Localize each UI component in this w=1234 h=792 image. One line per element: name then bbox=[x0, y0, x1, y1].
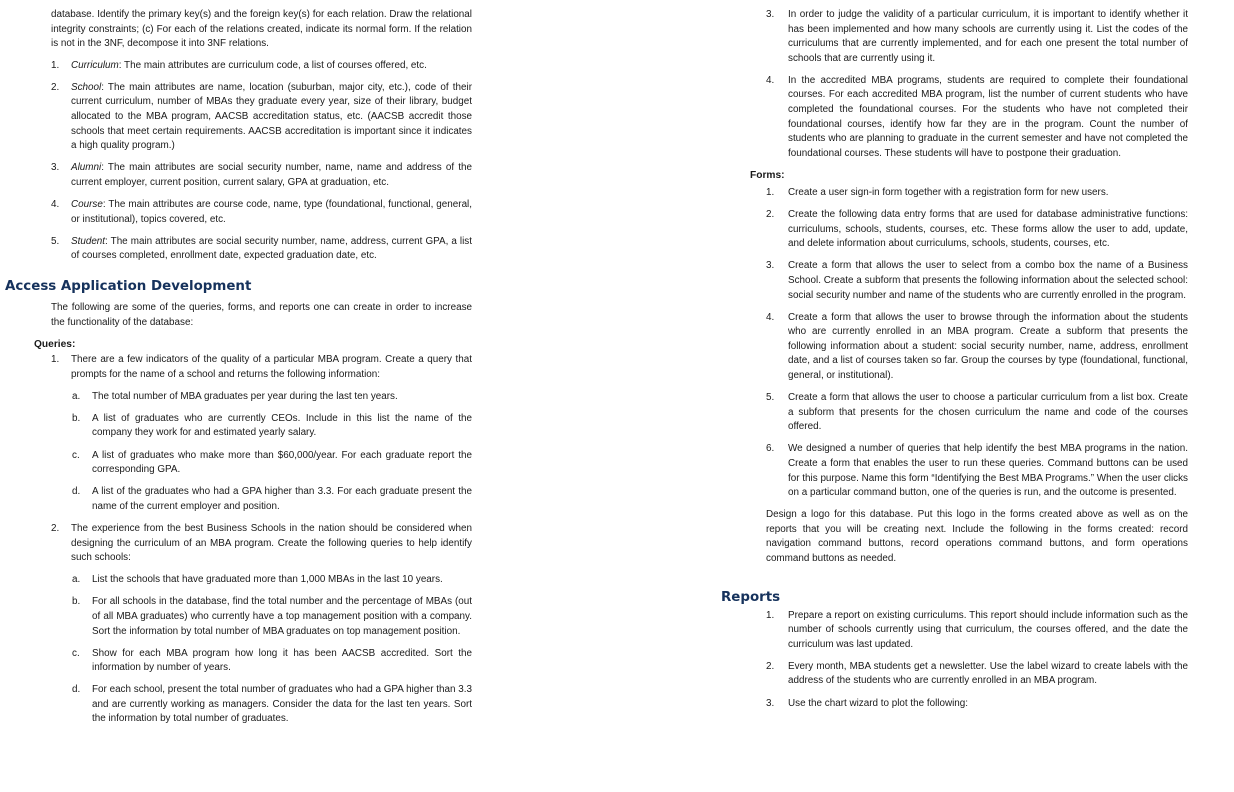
list-letter: c. bbox=[72, 449, 80, 461]
list-letter: b. bbox=[72, 412, 81, 424]
query-2-sublist bbox=[0, 573, 480, 727]
form-text: Create a form that allows the user to browse through the information about the students who are currently enrolled in an MBA program. Create a subform that presents the following information about a student: social security number, name, address, enrollment date, and a list of courses taken so far. Group the courses by type (foundational, functional, general, or institutional). bbox=[788, 311, 1188, 381]
sub-text: The total number of MBA graduates per year during the last ten years. bbox=[92, 390, 398, 402]
list-letter: c. bbox=[72, 647, 80, 659]
report-item bbox=[716, 660, 1194, 689]
sub-item bbox=[0, 683, 480, 727]
list-item bbox=[0, 81, 480, 154]
report-item bbox=[716, 697, 1194, 712]
forms-heading: Forms: bbox=[750, 169, 785, 181]
form-item bbox=[716, 259, 1194, 303]
queries-list-cont bbox=[0, 522, 480, 566]
list-letter: d. bbox=[72, 684, 81, 696]
list-number: 4. bbox=[51, 199, 60, 211]
list-item bbox=[0, 161, 480, 190]
sub-text: A list of graduates who are currently CEOs. Include in this list the name of the company they work for and estimated yearly salary. bbox=[92, 412, 472, 439]
sub-text: For all schools in the database, find the total number and the percentage of MBAs (out of all MBA graduates) who currently have a top management position with a company. Sort the information by total number of MBA graduates on top management position. bbox=[92, 596, 472, 637]
form-item bbox=[716, 391, 1194, 435]
query-item bbox=[716, 8, 1194, 66]
right-column bbox=[716, 0, 1194, 719]
query-text: There are a few indicators of the quality of a particular MBA program. Create a query that prompts for the name of a school and returns the following information: bbox=[71, 354, 472, 380]
entity-term: School bbox=[71, 81, 102, 93]
list-number: 2. bbox=[766, 660, 775, 672]
query-item bbox=[0, 353, 480, 382]
form-item bbox=[716, 208, 1194, 252]
sub-text: For each school, present the total number of graduates who had a GPA higher than 3.3 and are currently working as managers. Consider the data for the last ten years. Sort the information by total number of graduates. bbox=[92, 684, 472, 725]
list-number: 2. bbox=[766, 209, 775, 221]
entity-description: : The main attributes are curriculum code, a list of courses offered, etc. bbox=[118, 59, 427, 71]
form-item bbox=[716, 186, 1194, 201]
list-letter: d. bbox=[72, 486, 81, 498]
left-column bbox=[0, 0, 480, 735]
list-number: 5. bbox=[766, 392, 775, 404]
form-item bbox=[716, 442, 1194, 500]
sub-text: A list of graduates who make more than $60,000/year. For each graduate report the corresponding GPA. bbox=[92, 449, 472, 476]
form-text: Create the following data entry forms that are used for database administrative functions: curriculums, schools, students, courses, etc. These forms allow the user to add, update, and delete information about curriculums, schools, students, courses, etc. bbox=[788, 209, 1188, 250]
list-number: 3. bbox=[766, 9, 775, 20]
list-text bbox=[71, 198, 472, 227]
query-text: In the accredited MBA programs, students are required to complete their foundational courses. For each accredited MBA program, list the number of current students who have completed the foundational courses. For the students who have not completed their foundational courses, identify how far they are in the program. Count the number of students who are planning to graduate in the current semester and have not completed the foundational courses. These students will have to postpone their graduation. bbox=[788, 74, 1188, 159]
intro-paragraph: database. Identify the primary key(s) and the foreign key(s) for each relation. Draw the relational integrity constraints; (c) For each of the relations created, indicate its normal form. If the relation is not in the 3NF, decompose it into 3NF relations. bbox=[51, 9, 472, 50]
list-text bbox=[71, 59, 472, 74]
entity-description: : The main attributes are social security number, name, name and address of the current employer, current position, current salary, GPA at graduation, etc. bbox=[71, 162, 472, 188]
list-item bbox=[0, 235, 480, 264]
queries-heading: Queries: bbox=[34, 339, 76, 351]
query-1-sublist bbox=[0, 390, 480, 515]
report-item bbox=[716, 609, 1194, 653]
list-text bbox=[71, 81, 472, 154]
sub-item bbox=[0, 412, 480, 441]
list-item bbox=[0, 198, 480, 227]
list-letter: a. bbox=[72, 574, 81, 586]
list-number: 3. bbox=[766, 697, 775, 709]
sub-item bbox=[0, 647, 480, 676]
queries-list bbox=[0, 353, 480, 382]
query-item bbox=[0, 522, 480, 566]
list-text bbox=[71, 161, 472, 190]
entity-list bbox=[0, 59, 480, 264]
sub-item bbox=[0, 573, 480, 588]
entity-term: Student bbox=[71, 235, 106, 247]
form-text: Create a form that allows the user to choose a particular curriculum from a list box. Create a subform that presents for the chosen curriculum the name and code of the courses offered. bbox=[788, 392, 1188, 433]
list-item bbox=[0, 59, 480, 74]
list-number: 1. bbox=[51, 354, 60, 366]
report-text: Prepare a report on existing curriculums. This report should include information such as the number of schools currently using that curriculum, the courses offered, and the date the curriculum was last updated. bbox=[788, 609, 1188, 650]
list-number: 2. bbox=[51, 522, 60, 534]
sub-text: List the schools that have graduated more than 1,000 MBAs in the last 10 years. bbox=[92, 574, 443, 586]
entity-description: : The main attributes are name, location (suburban, major city, etc.), code of their current curriculum, number of MBAs they graduate every year, size of their library, budget allocated to the MBA program, AACSB accreditation status, etc. (AACSB accredit those schools that meet certain requirements. AACSB accreditation is important since it indicates a high quality program.) bbox=[71, 81, 472, 152]
queries-list-right bbox=[716, 8, 1194, 161]
form-text: Create a form that allows the user to select from a combo box the name of a Business School. Create a subform that presents the following information about the selected school: social security number and name of the students who are currently enrolled in the program. bbox=[788, 260, 1188, 301]
list-text bbox=[71, 235, 472, 264]
list-number: 5. bbox=[51, 235, 60, 247]
sub-item bbox=[0, 485, 480, 514]
sub-text: Show for each MBA program how long it has been AACSB accredited. Sort the information by number of years. bbox=[92, 647, 472, 674]
list-letter: a. bbox=[72, 390, 81, 402]
entity-term: Alumni bbox=[71, 162, 102, 174]
sub-item bbox=[0, 595, 480, 639]
list-letter: b. bbox=[72, 596, 81, 608]
sub-item bbox=[0, 449, 480, 478]
query-text: The experience from the best Business Schools in the nation should be considered when designing the curriculum of an MBA program. Create the following queries to help identify such schools: bbox=[71, 522, 472, 564]
entity-term: Curriculum bbox=[71, 59, 119, 71]
list-number: 4. bbox=[766, 74, 775, 86]
form-text: We designed a number of queries that help identify the best MBA programs in the nation. Create a form that enables the user to run these queries. Command buttons can be used for this purpose. Name this form “Identifying the Best MBA Programs.” When the user clicks on a particular command button, one of the queries is run, and the outcome is presented. bbox=[788, 443, 1188, 499]
report-text: Every month, MBA students get a newsletter. Use the label wizard to create labels with the address of the students who are currently enrolled in an MBA program. bbox=[788, 660, 1188, 687]
reports-title: Reports bbox=[721, 589, 781, 605]
logo-paragraph: Design a logo for this database. Put this logo in the forms created above as well as on the reports that you will be creating next. Include the following in the forms created: record navigation command buttons, record operations command buttons, and form operations command buttons as needed. bbox=[766, 509, 1188, 564]
list-number: 1. bbox=[51, 59, 60, 71]
list-number: 3. bbox=[766, 260, 775, 272]
section-title: Access Application Development bbox=[5, 278, 252, 294]
sub-item bbox=[0, 390, 480, 405]
reports-list bbox=[716, 609, 1194, 712]
list-number: 1. bbox=[766, 609, 775, 621]
list-number: 4. bbox=[766, 311, 775, 323]
section-intro: The following are some of the queries, forms, and reports one can create in order to increase the functionality of the database: bbox=[51, 301, 472, 328]
query-text: In order to judge the validity of a particular curriculum, it is important to identify whether it has been implemented and how many schools are currently using it. List the codes of the curriculums that are currently implemented, and for each one present the total number of schools that are currently using it. bbox=[788, 9, 1188, 64]
entity-term: Course bbox=[71, 199, 103, 211]
list-number: 2. bbox=[51, 81, 60, 93]
list-number: 3. bbox=[51, 162, 60, 174]
list-number: 6. bbox=[766, 443, 775, 455]
form-text: Create a user sign-in form together with a registration form for new users. bbox=[788, 186, 1109, 198]
entity-description: : The main attributes are social security number, name, address, current GPA, a list of courses completed, enrollment date, expected graduation date, etc. bbox=[71, 235, 472, 262]
form-item bbox=[716, 311, 1194, 384]
forms-list bbox=[716, 186, 1194, 501]
query-item bbox=[716, 74, 1194, 162]
entity-description: : The main attributes are course code, name, type (foundational, functional, general, or institutional), topics covered, etc. bbox=[71, 199, 472, 225]
list-number: 1. bbox=[766, 186, 775, 198]
report-text: Use the chart wizard to plot the following: bbox=[788, 697, 969, 709]
sub-text: A list of the graduates who had a GPA higher than 3.3. For each graduate present the name of the current employer and position. bbox=[92, 486, 472, 512]
